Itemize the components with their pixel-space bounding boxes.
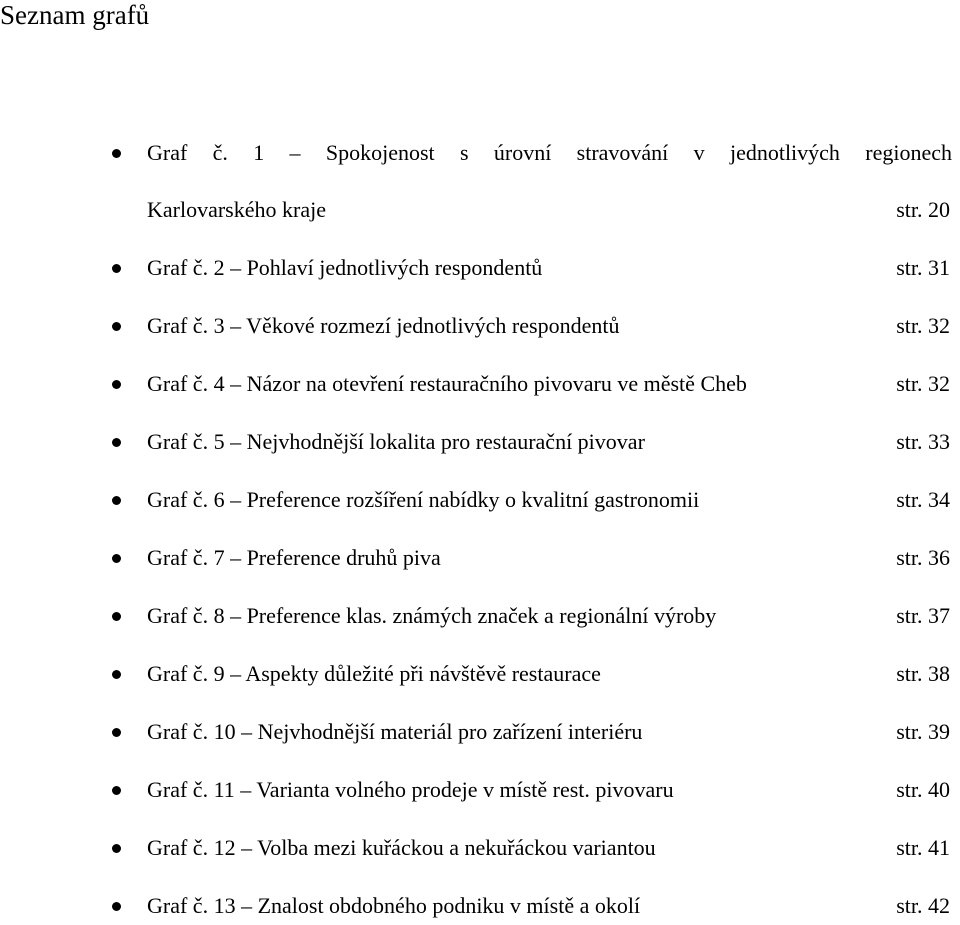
list-item[interactable] — [0, 369, 960, 399]
list-item-label: Graf č. 5 – Nejvhodnější lokalita pro restaurační pivovar — [147, 429, 645, 454]
list-item-label: Graf č. 9 – Aspekty důležité při návštěvě restaurace — [147, 661, 601, 686]
bullet-icon — [112, 728, 121, 737]
list-item-label: Graf č. 4 – Názor na otevření restauračního pivovaru ve městě Cheb — [147, 371, 747, 396]
list-item[interactable] — [0, 775, 960, 805]
list-item-label: Karlovarského kraje — [147, 197, 326, 222]
list-item[interactable] — [0, 601, 960, 631]
list-item-label: Graf č. 7 – Preference druhů piva — [147, 545, 441, 570]
bullet-icon — [112, 264, 121, 273]
bullet-icon — [112, 496, 121, 505]
list-item-label: Graf č. 2 – Pohlaví jednotlivých respondentů — [147, 255, 543, 280]
bullet-icon — [112, 322, 121, 331]
page-number: str. 33 — [896, 429, 950, 454]
page-number: str. 36 — [896, 545, 950, 570]
list-item-label: Graf č. 10 – Nejvhodnější materiál pro zařízení interiéru — [147, 719, 643, 744]
bullet-icon — [112, 438, 121, 447]
bullet-icon — [112, 786, 121, 795]
page-number: str. 39 — [896, 719, 950, 744]
list-item[interactable] — [0, 427, 960, 457]
list-item[interactable] — [0, 311, 960, 341]
list-item-label: Graf č. 8 – Preference klas. známých značek a regionální výroby — [147, 603, 717, 628]
page-number: str. 42 — [896, 893, 950, 918]
list-item-label: Graf č. 11 – Varianta volného prodeje v místě rest. pivovaru — [147, 777, 674, 802]
list-item[interactable] — [0, 485, 960, 515]
page-title: Seznam grafů — [0, 0, 150, 30]
list-item[interactable] — [0, 891, 960, 921]
page-number: str. 41 — [896, 835, 950, 860]
list-item-continuation[interactable] — [0, 195, 960, 225]
page-number: str. 31 — [896, 255, 950, 280]
list-item-label: Graf č. 6 – Preference rozšíření nabídky o kvalitní gastronomii — [147, 487, 700, 512]
page-number: str. 38 — [896, 661, 950, 686]
list-item-label: Graf č. 12 – Volba mezi kuřáckou a nekuřáckou variantou — [147, 835, 656, 860]
page-number: str. 40 — [896, 777, 950, 802]
list-item[interactable] — [0, 833, 960, 863]
bullet-icon — [112, 149, 121, 158]
list-item[interactable] — [0, 659, 960, 689]
bullet-icon — [112, 844, 121, 853]
page-number: str. 32 — [896, 313, 950, 338]
page-number: str. 32 — [896, 371, 950, 396]
bullet-icon — [112, 554, 121, 563]
list-item[interactable] — [0, 138, 960, 168]
bullet-icon — [112, 670, 121, 679]
list-item-label: Graf č. 1 – Spokojenost s úrovní stravování v jednotlivých regionech — [147, 140, 952, 165]
bullet-icon — [112, 612, 121, 621]
list-item-label: Graf č. 13 – Znalost obdobného podniku v místě a okolí — [147, 893, 641, 918]
page-number: str. 37 — [896, 603, 950, 628]
bullet-icon — [112, 380, 121, 389]
list-item[interactable] — [0, 543, 960, 573]
list-item-label: Graf č. 3 – Věkové rozmezí jednotlivých respondentů — [147, 313, 620, 338]
list-item[interactable] — [0, 717, 960, 747]
page-number: str. 34 — [896, 487, 950, 512]
page-number: str. 20 — [896, 197, 950, 222]
list-item[interactable] — [0, 253, 960, 283]
bullet-icon — [112, 902, 121, 911]
